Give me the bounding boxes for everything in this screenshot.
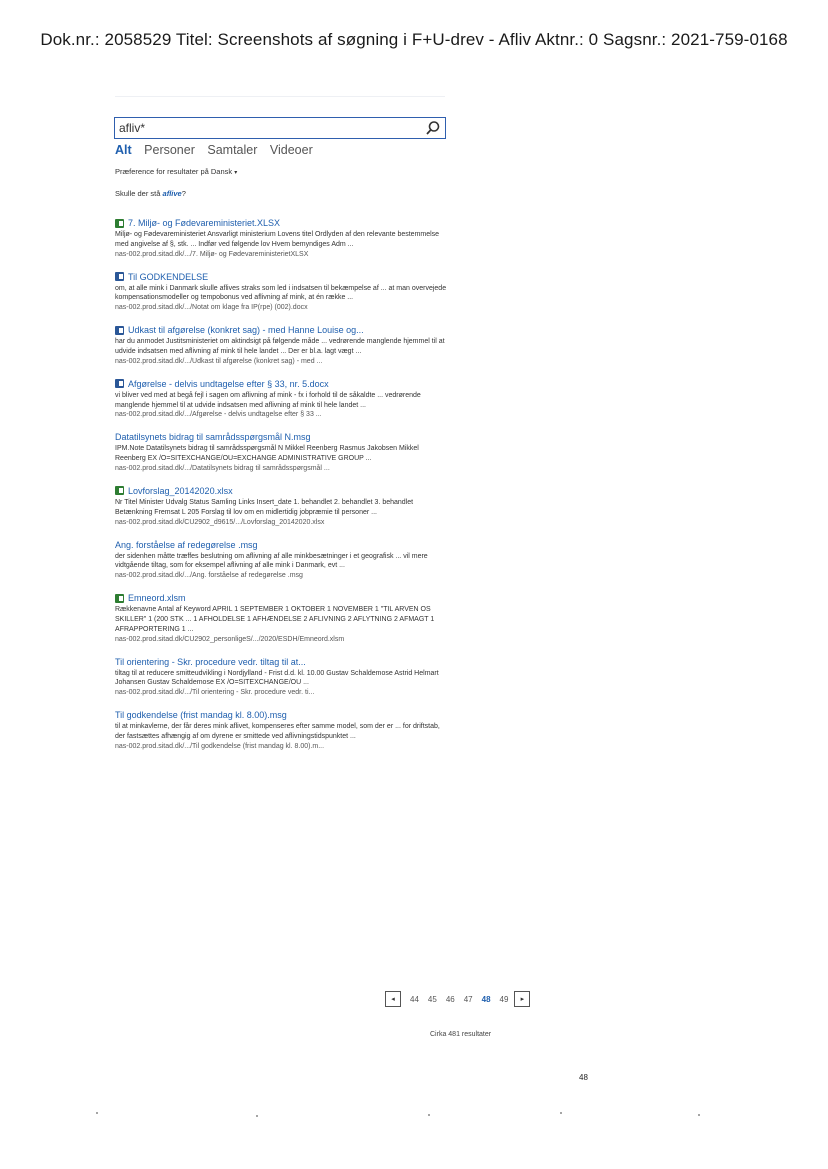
result-title-link[interactable]	[115, 486, 450, 496]
chevron-down-icon: ▾	[234, 170, 238, 176]
result-path: nas-002.prod.sitad.dk/CU2902_d9615/.../Lovforslag_20142020.xlsx	[115, 518, 325, 526]
result-title: Afgørelse - delvis undtagelse efter § 33, nr. 5.docx	[128, 378, 329, 389]
result-snippet: tiltag til at reducere smitteudvikling i Nordjylland - Frist d.d. kl. 10.00 Gustav Schaldemose Astrid Helmart Johansen Gustav Schaldemose EX /O=SITEXCHANGE/OU ...	[115, 669, 439, 687]
spelling-suggestion	[115, 189, 186, 198]
suggestion-prefix: Skulle der stå	[115, 189, 163, 198]
result-snippet: vi bliver ved med at begå fejl i sagen om aflivning af mink - fx i forhold til de såkaldte ... vedrørende manglende hjemmel til at udvide indsatsen med aflivning af mink til hele landet ...	[115, 391, 421, 409]
tab-all[interactable]: Alt	[115, 143, 132, 157]
document-header: Dok.nr.: 2058529 Titel: Screenshots af søgning i F+U-drev - Afliv Aktnr.: 0 Sagsnr.: 2021-759-0168	[40, 30, 788, 49]
scan-speck	[256, 1115, 258, 1117]
result-title-link[interactable]	[115, 379, 450, 389]
excel-file-icon	[115, 594, 124, 603]
page-link[interactable]: 44	[410, 994, 419, 1004]
scan-speck	[560, 1112, 562, 1114]
result-count: Cirka 481 resultater	[430, 1031, 492, 1038]
result-title-link[interactable]	[115, 710, 450, 720]
result-item	[115, 272, 450, 312]
page-link[interactable]: 45	[427, 994, 437, 1004]
scan-speck	[428, 1114, 430, 1116]
result-title-link[interactable]	[115, 432, 450, 442]
language-preference[interactable]	[115, 167, 237, 176]
result-snippet: har du anmodet Justitsministeriet om aktindsigt på følgende måde ... vedrørende manglende hjemmel til at udvide indsatsen med aflivning af mink til hele landet ... Der er bl.a. lagt vægt ...	[115, 338, 445, 355]
excel-file-icon	[115, 219, 124, 228]
pagination	[385, 991, 530, 1007]
result-title-link[interactable]	[115, 272, 450, 282]
results-list	[115, 218, 450, 764]
result-snippet: Miljø- og Fødevareministeriet Ansvarligt ministerium Lovens titel Ordlyden af den relevante bestemmelse med angivelse af §, stk. ... Indfør ved følgende lov Hvem bemyndiges Adm ...	[115, 231, 440, 248]
result-title: Til orientering - Skr. procedure vedr. tiltag til at...	[115, 656, 306, 667]
result-title-link[interactable]	[115, 218, 450, 228]
word-file-icon	[115, 326, 124, 335]
current-page[interactable]: 48	[481, 994, 491, 1004]
page-link[interactable]: 49	[499, 994, 509, 1004]
result-title: Lovforslag_20142020.xlsx	[128, 485, 233, 496]
result-path: nas-002.prod.sitad.dk/.../Notat om klage fra IP(rpe) (002).docx	[115, 304, 308, 312]
word-file-icon	[115, 272, 124, 281]
result-path: nas-002.prod.sitad.dk/.../7. Miljø- og FødevareministerietXLSX	[115, 250, 309, 258]
result-snippet: til at minkavlerne, der får deres mink aflivet, kompenseres efter samme model, som der er ... for driftstab, der fastsættes afhængig af om dyrene er smittede ved aflivningstidspunktet ...	[115, 723, 440, 740]
result-title-link[interactable]	[115, 325, 450, 335]
result-title: Datatilsynets bidrag til samrådsspørgsmål N.msg	[115, 432, 311, 443]
result-title-link[interactable]	[115, 540, 450, 550]
page-link[interactable]: 46	[445, 994, 455, 1004]
scan-speck	[698, 1114, 700, 1116]
tab-conversations[interactable]: Samtaler	[207, 143, 258, 157]
result-snippet: der sidenhen måtte træffes beslutning om aflivning af alle minkbesætninger i et geografisk ... vil mere vidtgående tiltag, som for eksempel aflivning af alle mink i Danmark, evt ...	[115, 552, 428, 570]
search-box[interactable]	[114, 117, 446, 139]
result-title: Emneord.xlsm	[128, 593, 186, 604]
result-snippet: Rækkenavne Antal af Keyword APRIL 1 SEPTEMBER 1 OKTOBER 1 NOVEMBER 1 "TIL ARVEN OS SKILLER" 1 (200 STK ... 1 AFHOLDELSE 1 AFHÆNDELSE 2 AFLIVNING 2 AFLYTNING 2 AFMAGT 1 AFRAPPORTERING 1 ...	[115, 606, 435, 633]
suggestion-suffix: ?	[181, 189, 186, 198]
result-path: nas-002.prod.sitad.dk/.../Til godkendelse (frist mandag kl. 8.00).m...	[115, 742, 325, 750]
result-item	[115, 540, 450, 580]
result-path: nas-002.prod.sitad.dk/CU2902_personligeS/.../2020/ESDH/Emneord.xlsm	[115, 635, 345, 643]
result-item	[115, 657, 450, 697]
word-file-icon	[115, 379, 124, 388]
result-item	[115, 379, 450, 419]
page-number: 48	[579, 1073, 588, 1082]
result-title: Til GODKENDELSE	[128, 271, 209, 282]
result-item	[115, 593, 450, 642]
result-title-link[interactable]	[115, 657, 450, 667]
result-item	[115, 218, 450, 258]
result-path: nas-002.prod.sitad.dk/.../Til orientering - Skr. procedure vedr. ti...	[115, 689, 315, 697]
page-link[interactable]: 47	[463, 994, 473, 1004]
faint-scan-line	[115, 96, 445, 97]
result-item	[115, 432, 450, 472]
suggestion-link[interactable]: aflive	[162, 189, 182, 198]
tab-people[interactable]: Personer	[144, 143, 195, 157]
tab-videos[interactable]: Videoer	[269, 143, 313, 157]
search-icon[interactable]	[425, 120, 441, 136]
result-snippet: IPM.Note Datatilsynets bidrag til samrådsspørgsmål N Mikkel Reenberg Rasmus Jakobsen Mikkel Reenberg EX /O=SITEXCHANGE/OU=EXCHANGE ADMINISTRATIVE GROUP ...	[115, 445, 419, 463]
result-item	[115, 325, 450, 365]
result-title: Udkast til afgørelse (konkret sag) - med Hanne Louise og...	[128, 325, 364, 336]
scan-speck	[96, 1112, 98, 1114]
next-page-button[interactable]: ▸	[514, 991, 530, 1007]
result-title: Ang. forståelse af redegørelse .msg	[115, 539, 258, 550]
excel-file-icon	[115, 486, 124, 495]
search-tabs	[115, 143, 322, 157]
result-title-link[interactable]	[115, 593, 450, 603]
result-item	[115, 486, 450, 526]
result-title: Til godkendelse (frist mandag kl. 8.00).msg	[115, 710, 287, 721]
preference-text: Præference for resultater på Dansk	[115, 167, 233, 176]
result-snippet: om, at alle mink i Danmark skulle aflives straks som led i indsatsen til bekæmpelse af ... at man overvejede kompensationsmodeller og tempobonus ved aflivning af mink, at én række ...	[115, 284, 447, 302]
result-title: 7. Miljø- og Fødevareministeriet.XLSX	[128, 218, 281, 228]
search-input[interactable]	[115, 119, 423, 137]
result-item	[115, 710, 450, 750]
result-path: nas-002.prod.sitad.dk/.../Afgørelse - delvis undtagelse efter § 33 ...	[115, 411, 322, 419]
previous-page-button[interactable]: ◂	[385, 991, 401, 1007]
result-path: nas-002.prod.sitad.dk/.../Udkast til afgørelse (konkret sag) - med ...	[115, 357, 323, 365]
result-snippet: Nr Titel Minister Udvalg Status Samling Links Insert_date 1. behandlet 2. behandlet 3. behandlet Betænkning Fremsat L 205 Forslag til lov om en midlertidig jobpræmie til personer ...	[115, 498, 414, 516]
result-path: nas-002.prod.sitad.dk/.../Ang. forståelse af redegørelse .msg	[115, 572, 303, 580]
result-path: nas-002.prod.sitad.dk/.../Datatilsynets bidrag til samrådsspørgsmål ...	[115, 464, 330, 472]
